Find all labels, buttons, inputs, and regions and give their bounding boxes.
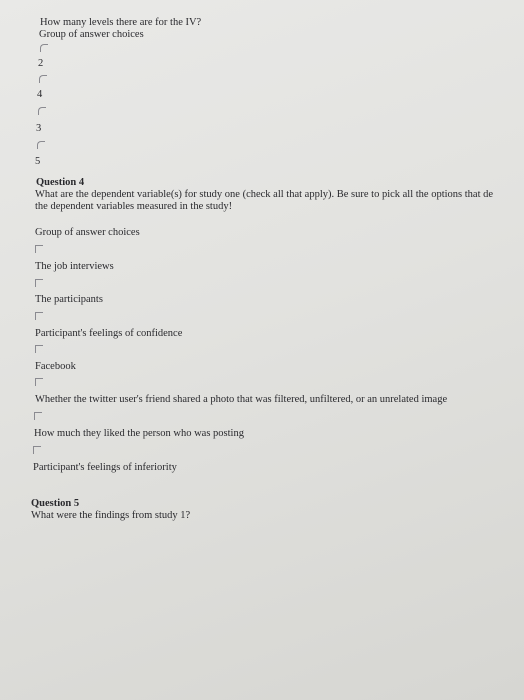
q4-option-inferiority: Participant's feelings of inferiority xyxy=(33,462,177,473)
q3-option-2: 2 xyxy=(38,58,44,69)
q4-heading: Question 4 xyxy=(36,177,85,188)
q4-prompt-line1: What are the dependent variable(s) for study one (check all that apply). Be sure to pick all the options that de xyxy=(35,189,494,200)
q4-option-participants: The participants xyxy=(35,294,103,305)
q4-option-photo-type: Whether the twitter user's friend shared a photo that was filtered, unfiltered, or an unrelated image xyxy=(35,394,448,405)
q3-radio-4[interactable] xyxy=(39,75,47,83)
q4-prompt-line2: the dependent variables measured in the study! xyxy=(35,201,233,212)
q5-prompt: What were the findings from study 1? xyxy=(31,510,191,521)
q5-heading: Question 5 xyxy=(31,498,80,509)
q4-checkbox-liking[interactable] xyxy=(34,412,42,420)
q4-option-liking: How much they liked the person who was posting xyxy=(34,428,244,439)
q3-group-label: Group of answer choices xyxy=(39,29,144,40)
q4-checkbox-facebook[interactable] xyxy=(35,345,43,353)
q4-option-confidence: Participant's feelings of confidence xyxy=(35,328,183,339)
q4-option-facebook: Facebook xyxy=(35,361,76,372)
q3-radio-2[interactable] xyxy=(40,44,48,52)
q4-option-job-interviews: The job interviews xyxy=(35,261,114,272)
q3-radio-3[interactable] xyxy=(38,107,46,115)
q4-checkbox-job-interviews[interactable] xyxy=(35,245,43,253)
q4-group-label: Group of answer choices xyxy=(35,227,140,238)
q4-checkbox-confidence[interactable] xyxy=(35,312,43,320)
q4-checkbox-inferiority[interactable] xyxy=(33,446,41,454)
q3-radio-5[interactable] xyxy=(37,141,45,149)
q4-checkbox-photo-type[interactable] xyxy=(35,378,43,386)
q3-option-4: 4 xyxy=(37,89,43,100)
q3-option-3: 3 xyxy=(36,123,42,134)
q3-option-5: 5 xyxy=(35,156,41,167)
q4-checkbox-participants[interactable] xyxy=(35,279,43,287)
q3-prompt: How many levels there are for the IV? xyxy=(40,17,202,28)
